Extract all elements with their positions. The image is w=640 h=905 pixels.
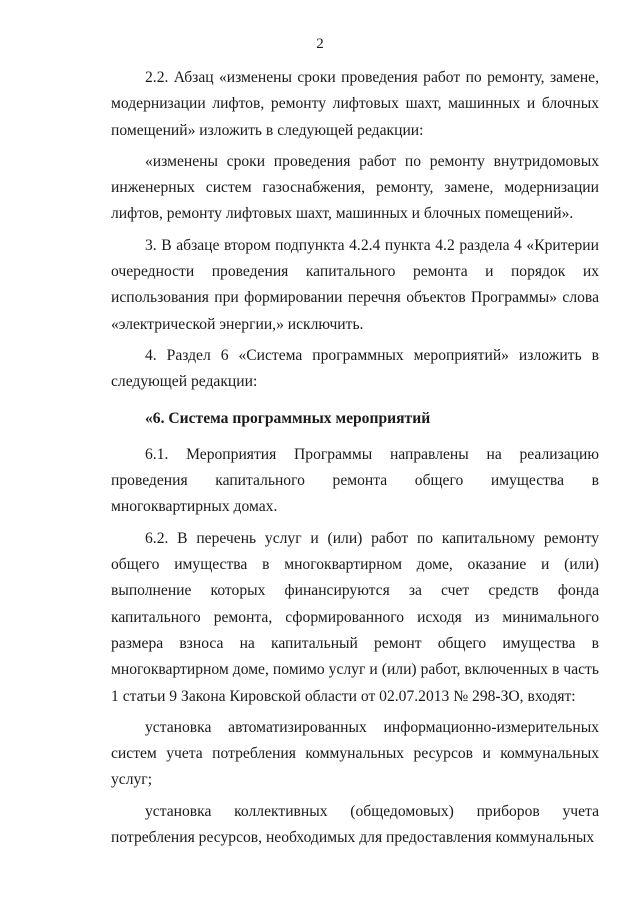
paragraph-6-1: 6.1. Мероприятия Программы направлены на реализацию проведения капитального ремонта общего имущества в многоквартирных домах. bbox=[111, 445, 599, 516]
paragraph-6-2: 6.2. В перечень услуг и (или) работ по капитальному ремонту общего имущества в многоквартирном доме, оказание и (или) выполнение которых финансируются за счет средств фонда капитального ремонта, сформированного исходя из минимального размера взноса на капитальный ремонт общего имущества в многоквартирном доме, помимо услуг и (или) работ, включенных в часть 1 статьи 9 Закона Кировской области от 02.07.2013 № 298-ЗО, входят: bbox=[111, 529, 599, 705]
list-item-metering-systems: установка автоматизированных информационно-измерительных систем учета потребления коммунальных ресурсов и коммунальных услуг; bbox=[111, 718, 599, 789]
paragraph-4: 4. Раздел 6 «Система программных мероприятий» изложить в следующей редакции: bbox=[111, 346, 599, 391]
paragraph-quote-new-wording: «изменены сроки проведения работ по ремонту внутридомовых инженерных систем газоснабжения, ремонту, замене, модернизации лифтов, ремонту лифтовых шахт, машинных и блочных помещений». bbox=[111, 152, 599, 223]
list-item-common-meters: установка коллективных (общедомовых) приборов учета потребления ресурсов, необходимых для предоставления коммунальных bbox=[111, 802, 599, 847]
section-heading-6: «6. Система программных мероприятий bbox=[145, 409, 431, 427]
page-number: 2 bbox=[316, 36, 324, 52]
paragraph-3: 3. В абзаце втором подпункта 4.2.4 пункта 4.2 раздела 4 «Критерии очередности проведения капитального ремонта и порядок их использования при формировании перечня объектов Программы» слова «электрической энергии,» исключить. bbox=[111, 236, 599, 333]
paragraph-2-2: 2.2. Абзац «изменены сроки проведения работ по ремонту, замене, модернизации лифтов, ремонту лифтовых шахт, машинных и блочных помещений» изложить в следующей редакции: bbox=[111, 69, 599, 139]
document-body bbox=[111, 65, 599, 856]
